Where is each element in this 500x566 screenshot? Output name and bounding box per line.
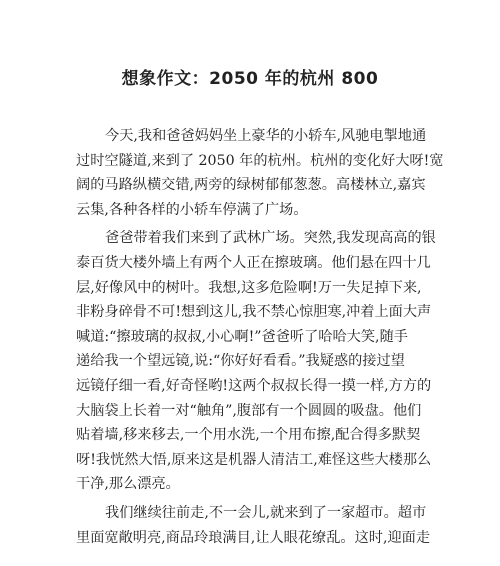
text-line: 远镜仔细一看,好奇怪哟!这两个叔叔长得一摸一样,方方的 — [76, 377, 432, 394]
text-line: 过时空隧道,来到了 2050 年的杭州。杭州的变化好大呀!宽 — [76, 152, 444, 169]
text-line: 递给我一个望远镜,说:“你好好看看。”我疑惑的接过望 — [76, 353, 405, 370]
text-line: 泰百货大楼外墙上有两个人正在擦玻璃。他们悬在四十几 — [76, 254, 431, 271]
page-title: 想象作文：2050 年的杭州 800 — [121, 69, 379, 89]
text-line: 层,好像风中的树叶。我想,这多危险啊!万一失足掉下来, — [76, 279, 422, 296]
text-line: 云集,各种各样的小轿车停满了广场。 — [76, 201, 308, 218]
text-line: 大脑袋上长着一对“触角”,腹部有一个圆圆的吸盘。他们 — [76, 402, 422, 419]
text-line: 爸爸带着我们来到了武林广场。突然,我发现高高的银 — [105, 230, 436, 247]
text-line: 贴着墙,移来移去,一个用水洗,一个用布擦,配合得多默契 — [76, 427, 421, 444]
paragraph-3 — [76, 501, 436, 550]
text-line: 非粉身碎骨不可!想到这儿,我不禁心惊胆寒,冲着上面大声 — [76, 304, 432, 321]
text-line: 阔的马路纵横交错,两旁的绿树郁郁葱葱。高楼林立,嘉宾 — [76, 177, 426, 194]
text-line: 里面宽敞明亮,商品玲琅满目,让人眼花缭乱。这时,迎面走 — [76, 529, 431, 546]
text-line: 今天,我和爸爸妈妈坐上豪华的小轿车,风驰电掣地通 — [105, 128, 427, 144]
paragraph-2 — [76, 226, 436, 497]
text-line: 呀!我恍然大悟,原来这是机器人清洁工,难怪这些大楼那么 — [76, 451, 432, 468]
text-line: 干净,那么漂亮。 — [76, 476, 180, 493]
essay-body — [76, 124, 444, 550]
text-line: 我们继续往前走,不一会儿,就来到了一家超市。超市 — [105, 504, 427, 521]
text-line: 喊道:“擦玻璃的叔叔,小心啊!”爸爸听了哈哈大笑,随手 — [76, 328, 408, 345]
paragraph-1 — [76, 124, 444, 222]
